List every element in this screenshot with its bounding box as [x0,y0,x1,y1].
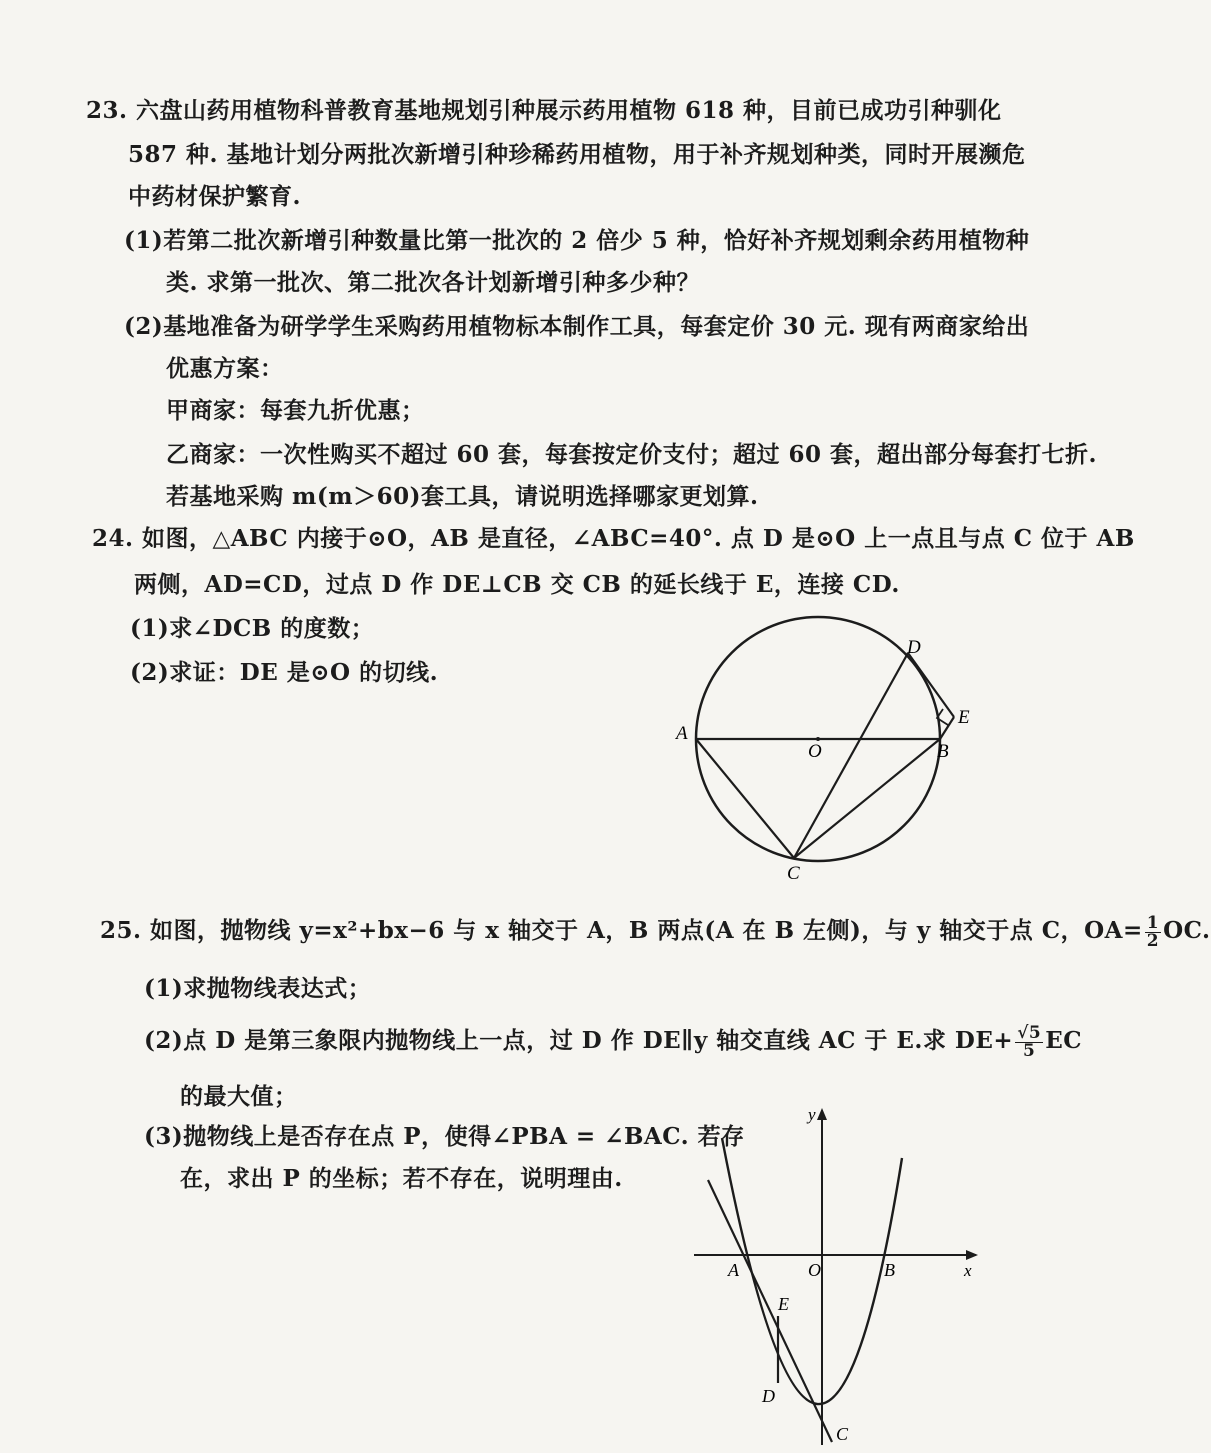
x-axis-arrow [966,1250,978,1260]
q25-part2-line1 [144,1022,1082,1060]
q23-part2-line2: 优惠方案： [166,355,284,382]
q24-circle-figure [660,615,990,890]
q25-part2-fraction: $\frac{√5}{5}$ [1017,1022,1042,1061]
q23-part2-line3: 甲商家：每套九折优惠； [166,397,425,424]
label-c: C [836,1424,849,1444]
q23-stem-line1: 23. 六盘山药用植物科普教育基地规划引种展示药用植物 618 种，目前已成功引种驯化 [86,97,1002,124]
q25-stem [100,912,1211,950]
label-d: D [762,1386,775,1406]
q23-stem-line2: 587 种. 基地计划分两批次新增引种珍稀药用植物，用于补齐规划种类，同时开展濒危 [128,141,1026,168]
y-axis-arrow [817,1108,827,1120]
segment-de [908,653,954,717]
label-y: y [808,1105,816,1124]
label-e: E [958,707,970,728]
q24-part2: (2)求证：DE 是⊙O 的切线. [130,659,439,686]
label-b: B [937,741,949,762]
q23-part2-line4: 乙商家：一次性购买不超过 60 套，每套按定价支付；超过 60 套，超出部分每套打七折. [166,441,1098,468]
q25-part1: (1)求抛物线表达式； [144,975,372,1002]
q25-fraction: $\frac{1}{2}$ [1146,912,1160,951]
q25-part3-line2: 在，求出 P 的坐标；若不存在，说明理由. [180,1165,623,1192]
q25-stem-end: OC. [1163,917,1211,944]
q24-stem-line1: 24. 如图，△ABC 内接于⊙O，AB 是直径，∠ABC=40°. 点 D 是⊙O 上一点且与点 C 位于 AB [92,525,1135,552]
q23-stem-line3: 中药材保护繁育. [128,183,302,210]
q23-part2-line5: 若基地采购 m(m＞60)套工具，请说明选择哪家更划算. [166,483,759,510]
q25-part2-end: EC [1045,1027,1083,1054]
q25-stem-text: 25. 如图，抛物线 y=x²+bx−6 与 x 轴交于 A，B 两点(A 在 B 左侧)，与 y 轴交于点 C，OA= [100,917,1143,944]
label-d: D [907,637,921,658]
q25-parabola-figure [690,1100,990,1450]
label-o: O [808,1260,821,1280]
label-a: A [728,1260,739,1280]
q25-part3-line1: (3)抛物线上是否存在点 P，使得∠PBA = ∠BAC. 若存 [144,1123,745,1150]
label-e: E [778,1294,789,1314]
q23-part1-line2: 类. 求第一批次、第二批次各计划新增引种多少种？ [166,269,701,296]
q25-part2-text: (2)点 D 是第三象限内抛物线上一点，过 D 作 DE∥y 轴交直线 AC 于 E.求 DE+ [144,1027,1014,1054]
label-b: B [884,1260,895,1280]
q23-part2-line1: (2)基地准备为研学学生采购药用植物标本制作工具，每套定价 30 元. 现有两商家给出 [124,313,1030,340]
label-o: O [808,741,822,762]
q23-part1-line1: (1)若第二批次新增引种数量比第一批次的 2 倍少 5 种，恰好补齐规划剩余药用植物种 [124,227,1030,254]
label-x: x [964,1261,972,1280]
q24-part1: (1)求∠DCB 的度数； [130,615,375,642]
label-c: C [787,863,800,884]
q24-stem-line2: 两侧，AD=CD，过点 D 作 DE⊥CB 交 CB 的延长线于 E，连接 CD. [134,571,900,598]
q25-part2-line2: 的最大值； [180,1083,298,1110]
label-a: A [676,723,688,744]
